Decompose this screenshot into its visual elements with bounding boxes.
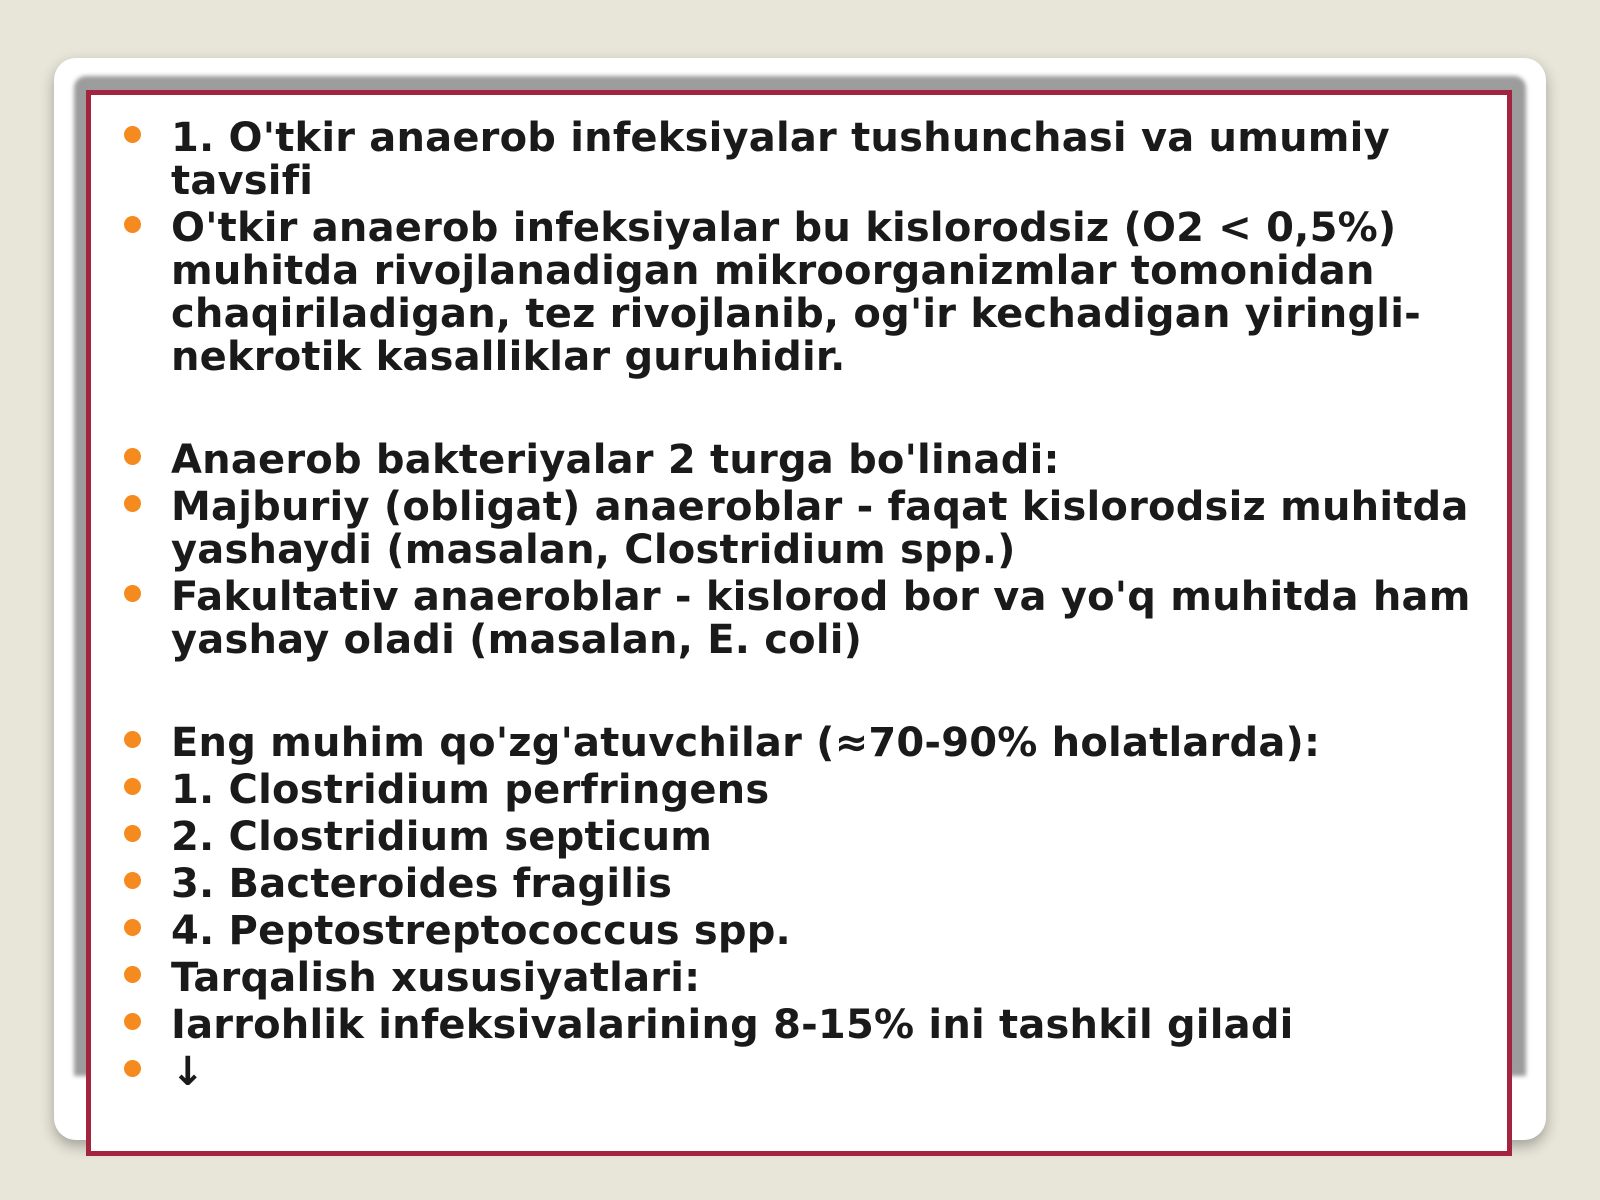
bullet-list: [171, 117, 1471, 1098]
bullet-dot-icon: [124, 825, 141, 842]
bullet-text: 1. O'tkir anaerob infeksiyalar tushunchasi va umumiy tavsifi: [171, 115, 1390, 204]
list-item: [171, 863, 1471, 906]
list-item: [171, 486, 1471, 572]
bullet-text: 4. Peptostreptococcus spp.: [171, 908, 791, 954]
bullet-dot-icon: [124, 966, 141, 983]
bullet-dot-icon: [124, 448, 141, 465]
bullet-dot-icon: [124, 1013, 141, 1030]
list-item: [171, 576, 1471, 662]
bullet-dot-icon: [124, 778, 141, 795]
bullet-dot-icon: [124, 872, 141, 889]
bullet-text: 2. Clostridium septicum: [171, 814, 713, 860]
bullet-text: Iarrohlik infeksivalarining 8-15% ini tashkil giladi: [171, 1002, 1294, 1048]
list-item: [171, 117, 1471, 203]
bullet-text: 1. Clostridium perfringens: [171, 767, 770, 813]
bullet-dot-icon: [124, 919, 141, 936]
down-arrow-icon: ↓: [171, 1049, 205, 1095]
bullet-dot-icon: [124, 585, 141, 602]
list-item: [171, 1051, 1471, 1094]
bullet-dot-icon: [124, 495, 141, 512]
bullet-text: 3. Bacteroides fragilis: [171, 861, 673, 907]
list-item: [171, 816, 1471, 859]
list-item: [171, 207, 1471, 379]
list-item: [171, 910, 1471, 953]
list-item: [171, 769, 1471, 812]
list-item: [171, 439, 1471, 482]
bullet-dot-icon: [124, 1060, 141, 1077]
list-item: [171, 722, 1471, 765]
bullet-text: Tarqalish xususiyatlari:: [171, 955, 701, 1001]
bullet-text: Eng muhim qo'zg'atuvchilar (≈70-90% holatlarda):: [171, 720, 1321, 766]
bullet-text: O'tkir anaerob infeksiyalar bu kislorodsiz (O2 < 0,5%) muhitda rivojlanadigan mikroorganizmlar tomonidan chaqiriladigan, tez rivojlanib, og'ir kechadigan yiringli-nekrotik kasalliklar guruhidir.: [171, 205, 1421, 380]
bullet-text: Fakultativ anaeroblar - kislorod bor va yo'q muhitda ham yashay oladi (masalan, E. coli): [171, 574, 1471, 663]
bullet-text: Majburiy (obligat) anaeroblar - faqat kislorodsiz muhitda yashaydi (masalan, Clostridium spp.): [171, 484, 1469, 573]
bullet-dot-icon: [124, 126, 141, 143]
bullet-dot-icon: [124, 216, 141, 233]
list-item: [171, 957, 1471, 1000]
bullet-dot-icon: [124, 731, 141, 748]
bullet-text: Anaerob bakteriyalar 2 turga bo'linadi:: [171, 437, 1060, 483]
content-frame: [86, 90, 1512, 1156]
list-item: [171, 1004, 1471, 1047]
